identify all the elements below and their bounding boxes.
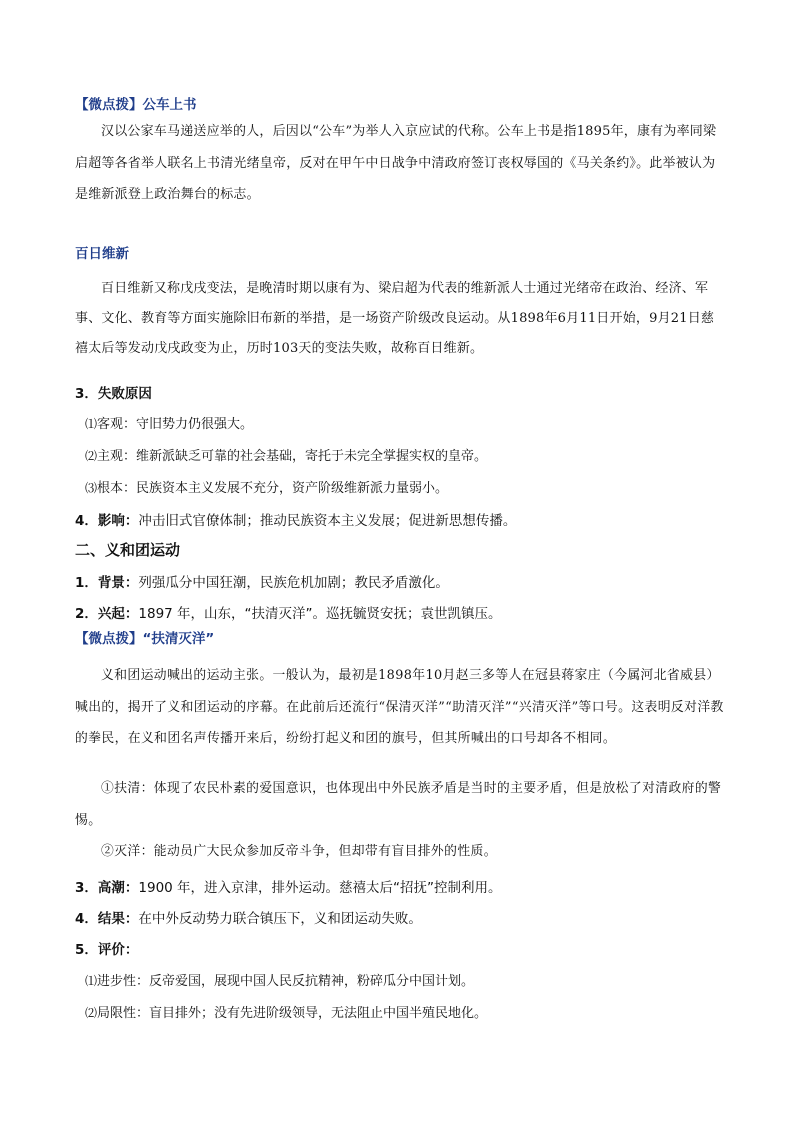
tip-title: 公车上书: [142, 97, 197, 113]
rise-label: 2．兴起：: [75, 606, 139, 622]
tip-badge: 【微点拨】: [75, 631, 143, 647]
failure-item: [85, 413, 253, 432]
result-text: 在中外反动势力联合镇压下，义和团运动失败。: [138, 911, 422, 927]
paragraph-gongche: 汉以公家车马递送应举的人，后因以“公车”为举人入京应试的代称。公车上书是指1895年，康有为率同梁启超等各省举人联名上书清光绪皇帝，反对在甲午中日战争中清政府签订丧权辱国的《马关条约》。此举被认为是维新派登上政治舞台的标志。: [75, 124, 717, 202]
tip-heading-fuqing: [75, 627, 214, 647]
item-text: 根本：民族资本主义发展不充分，资产阶级维新派力量弱小。: [97, 481, 449, 496]
item-text: 局限性：盲目排外；没有先进阶级领导，无法阻止中国半殖民地化。: [97, 1006, 488, 1021]
result-label: 4．结果：: [75, 911, 139, 927]
evaluation-item: [85, 1002, 487, 1021]
paragraph-fuqing: 义和团运动喊出的运动主张。一般认为，最初是1898年10月赵三多等人在冠县蒋家庄（今属河北省威县）喊出的，揭开了义和团运动的序幕。在此前后还流行“保清灭洋”“助清灭洋”“兴清灭洋”等口号。这表明反对洋教的拳民，在义和团名声传播开来后，纷纷打起义和团的旗号，但其所喊出的口号却各不相同。: [75, 668, 724, 746]
point-fuqing: ①扶清：体现了农民朴素的爱国意识，也体现出中外民族矛盾是当时的主要矛盾，但是放松了对清政府的警惕。: [75, 781, 722, 828]
evaluation-heading: 5．评价：: [75, 942, 139, 958]
item-text: 进步性：反帝爱国，展现中国人民反抗精神，粉碎瓜分中国计划。: [97, 974, 475, 989]
rise-text: 1897 年，山东，“扶清灭洋”。巡抚毓贤安抚；袁世凯镇压。: [138, 606, 502, 622]
item-mark: ⑵: [85, 449, 98, 463]
boxer-background: [75, 571, 449, 591]
climax-line: [75, 876, 502, 896]
tip-title: “扶清灭洋”: [142, 631, 215, 647]
tip-heading-gongche: [75, 93, 197, 113]
climax-label: 3．高潮：: [75, 880, 139, 896]
influence-text: 冲击旧式官僚体制；推动民族资本主义发展；促进新思想传播。: [138, 513, 517, 529]
evaluation-item: [85, 970, 474, 989]
result-line: [75, 907, 422, 927]
item-mark: ⑶: [85, 481, 98, 495]
climax-text: 1900 年，进入京津，排外运动。慈禧太后“招抚”控制利用。: [138, 880, 502, 896]
point-mieyang: ②灭洋：能动员广大民众参加反帝斗争，但却带有盲目排外的性质。: [101, 844, 497, 859]
influence-label: 4．影响：: [75, 513, 139, 529]
background-text: 列强瓜分中国狂潮，民族危机加剧；教民矛盾激化。: [138, 575, 449, 591]
item-mark: ⑴: [85, 417, 98, 431]
paragraph-bairi: 百日维新又称戊戌变法，是晚清时期以康有为、梁启超为代表的维新派人士通过光绪帝在政治、经济、军事、文化、教育等方面实施除旧布新的举措，是一场资产阶级改良运动。从1898年6月11日开始，9月21日慈禧太后等发动戊戌政变为止，历时103天的变法失败，故称百日维新。: [75, 281, 715, 356]
item-mark: ⑵: [85, 1006, 98, 1020]
failure-item: [85, 477, 448, 496]
section-title-bairi: 百日维新: [75, 246, 129, 262]
influence-line: [75, 509, 516, 529]
item-mark: ⑴: [85, 974, 98, 988]
failure-heading: 3．失败原因: [75, 386, 152, 402]
boxer-rise: [75, 602, 502, 622]
item-text: 主观：维新派缺乏可靠的社会基础，寄托于未完全掌握实权的皇帝。: [97, 449, 488, 464]
tip-badge: 【微点拨】: [75, 97, 143, 113]
failure-item: [85, 445, 487, 464]
background-label: 1．背景：: [75, 575, 139, 591]
item-text: 客观：守旧势力仍很强大。: [97, 417, 254, 432]
boxer-heading: 二、义和团运动: [75, 541, 181, 559]
